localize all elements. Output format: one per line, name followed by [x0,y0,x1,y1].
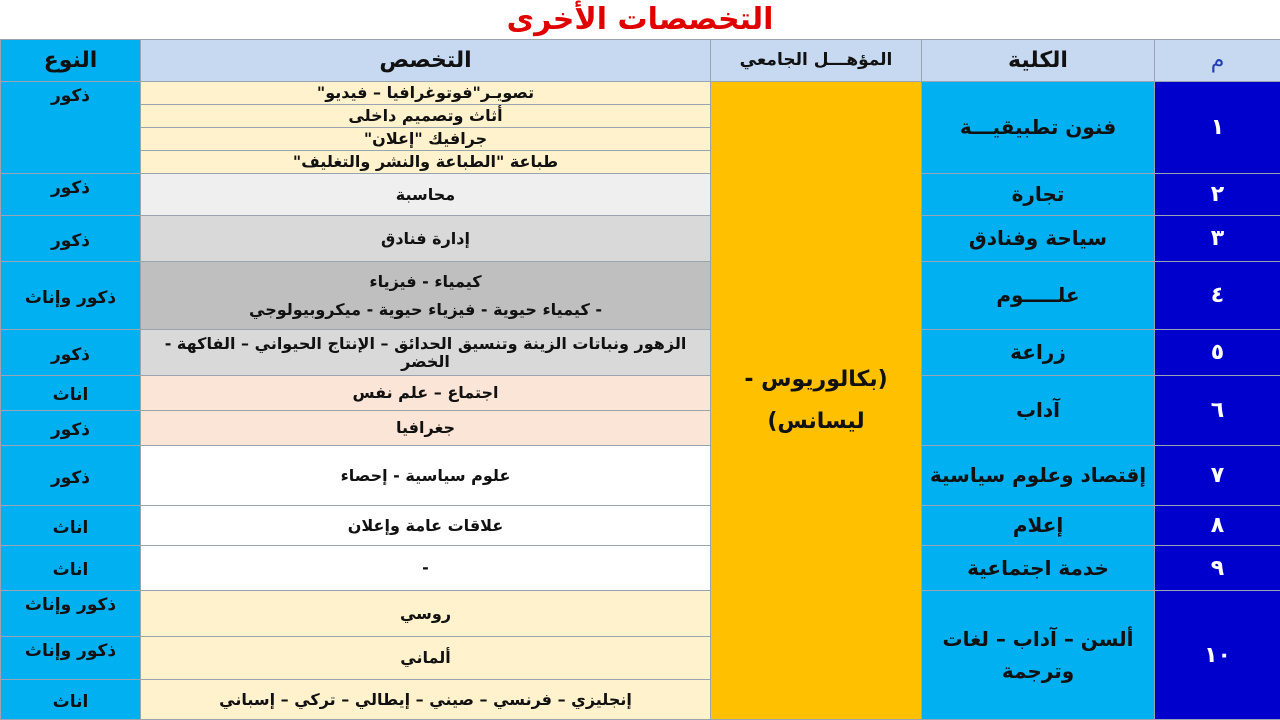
table-row [1,591,1280,637]
table-row [1,82,1280,105]
college-name: سياحة وفنادق [922,216,1155,262]
specialization-cell: محاسبة [141,174,711,216]
header-specialization: التخصص [141,40,711,82]
gender-cell: اناث [1,376,141,411]
specialization-cell: علاقات عامة وإعلان [141,506,711,546]
table-row [1,546,1280,591]
college-name: إقتصاد وعلوم سياسية [922,446,1155,506]
specialization-cell: إدارة فنادق [141,216,711,262]
header-type: النوع [1,40,141,82]
table-row [1,262,1280,330]
gender-cell: ذكور [1,82,141,174]
gender-cell: ذكور [1,216,141,262]
row-number: ٢ [1155,174,1280,216]
page-title: التخصصات الأخرى [506,2,774,37]
specialization-line: - كيمياء حيوية - فيزياء حيوية - ميكروبيولوجي [249,299,602,319]
row-number: ٥ [1155,330,1280,376]
college-name: فنون تطبيقيـــة [922,82,1155,174]
specialization-cell: روسي [141,591,711,637]
college-name: زراعة [922,330,1155,376]
specialization-cell: اجتماع – علم نفس [141,376,711,411]
gender-cell: ذكور [1,174,141,216]
specialization-cell: إنجليزي – فرنسي – صيني – إيطالي – تركي – إسباني [141,680,711,720]
specialization-cell: جرافيك "إعلان" [141,128,711,151]
gender-cell: ذكور [1,330,141,376]
specialization-cell: جغرافيا [141,411,711,446]
header-row [1,40,1280,82]
college-name: إعلام [922,506,1155,546]
row-number: ٨ [1155,506,1280,546]
gender-cell: اناث [1,546,141,591]
college-name: خدمة اجتماعية [922,546,1155,591]
qualification-cell: (بكالوريوس - ليسانس) [711,82,922,720]
row-number: ١٠ [1155,591,1280,720]
row-number: ٣ [1155,216,1280,262]
header-num: م [1155,40,1280,82]
row-number: ٩ [1155,546,1280,591]
row-number: ٧ [1155,446,1280,506]
gender-cell: ذكور [1,411,141,446]
table-row [1,174,1280,216]
specialization-cell: تصويـر"فوتوغرافيا – فيديو" [141,82,711,105]
specializations-table [0,39,1280,720]
specialization-cell [141,262,711,330]
specialization-cell: الزهور ونباتات الزينة وتنسيق الحدائق – الإنتاج الحيواني – الفاكهة - الخضر [141,330,711,376]
specialization-cell: طباعة "الطباعة والنشر والتغليف" [141,151,711,174]
gender-cell: اناث [1,680,141,720]
row-number: ٦ [1155,376,1280,446]
specialization-cell: أثاث وتصميم داخلى [141,105,711,128]
row-number: ١ [1155,82,1280,174]
college-name: تجارة [922,174,1155,216]
table-row [1,216,1280,262]
gender-cell: اناث [1,506,141,546]
header-college: الكلية [922,40,1155,82]
college-name: آداب [922,376,1155,446]
gender-cell: ذكور وإناث [1,591,141,637]
specialization-cell: - [141,546,711,591]
table-row [1,376,1280,411]
header-qualification: المؤهـــل الجامعي [711,40,922,82]
college-name: علـــــوم [922,262,1155,330]
row-number: ٤ [1155,262,1280,330]
gender-cell: ذكور [1,446,141,506]
table-row [1,330,1280,376]
specialization-cell: ألماني [141,637,711,680]
table-row [1,506,1280,546]
specialization-line: كيمياء - فيزياء [369,271,482,291]
table-row [1,446,1280,506]
gender-cell: ذكور وإناث [1,637,141,680]
gender-cell: ذكور وإناث [1,262,141,330]
specialization-cell: علوم سياسية - إحصاء [141,446,711,506]
college-name: ألسن – آداب – لغات وترجمة [922,591,1155,720]
